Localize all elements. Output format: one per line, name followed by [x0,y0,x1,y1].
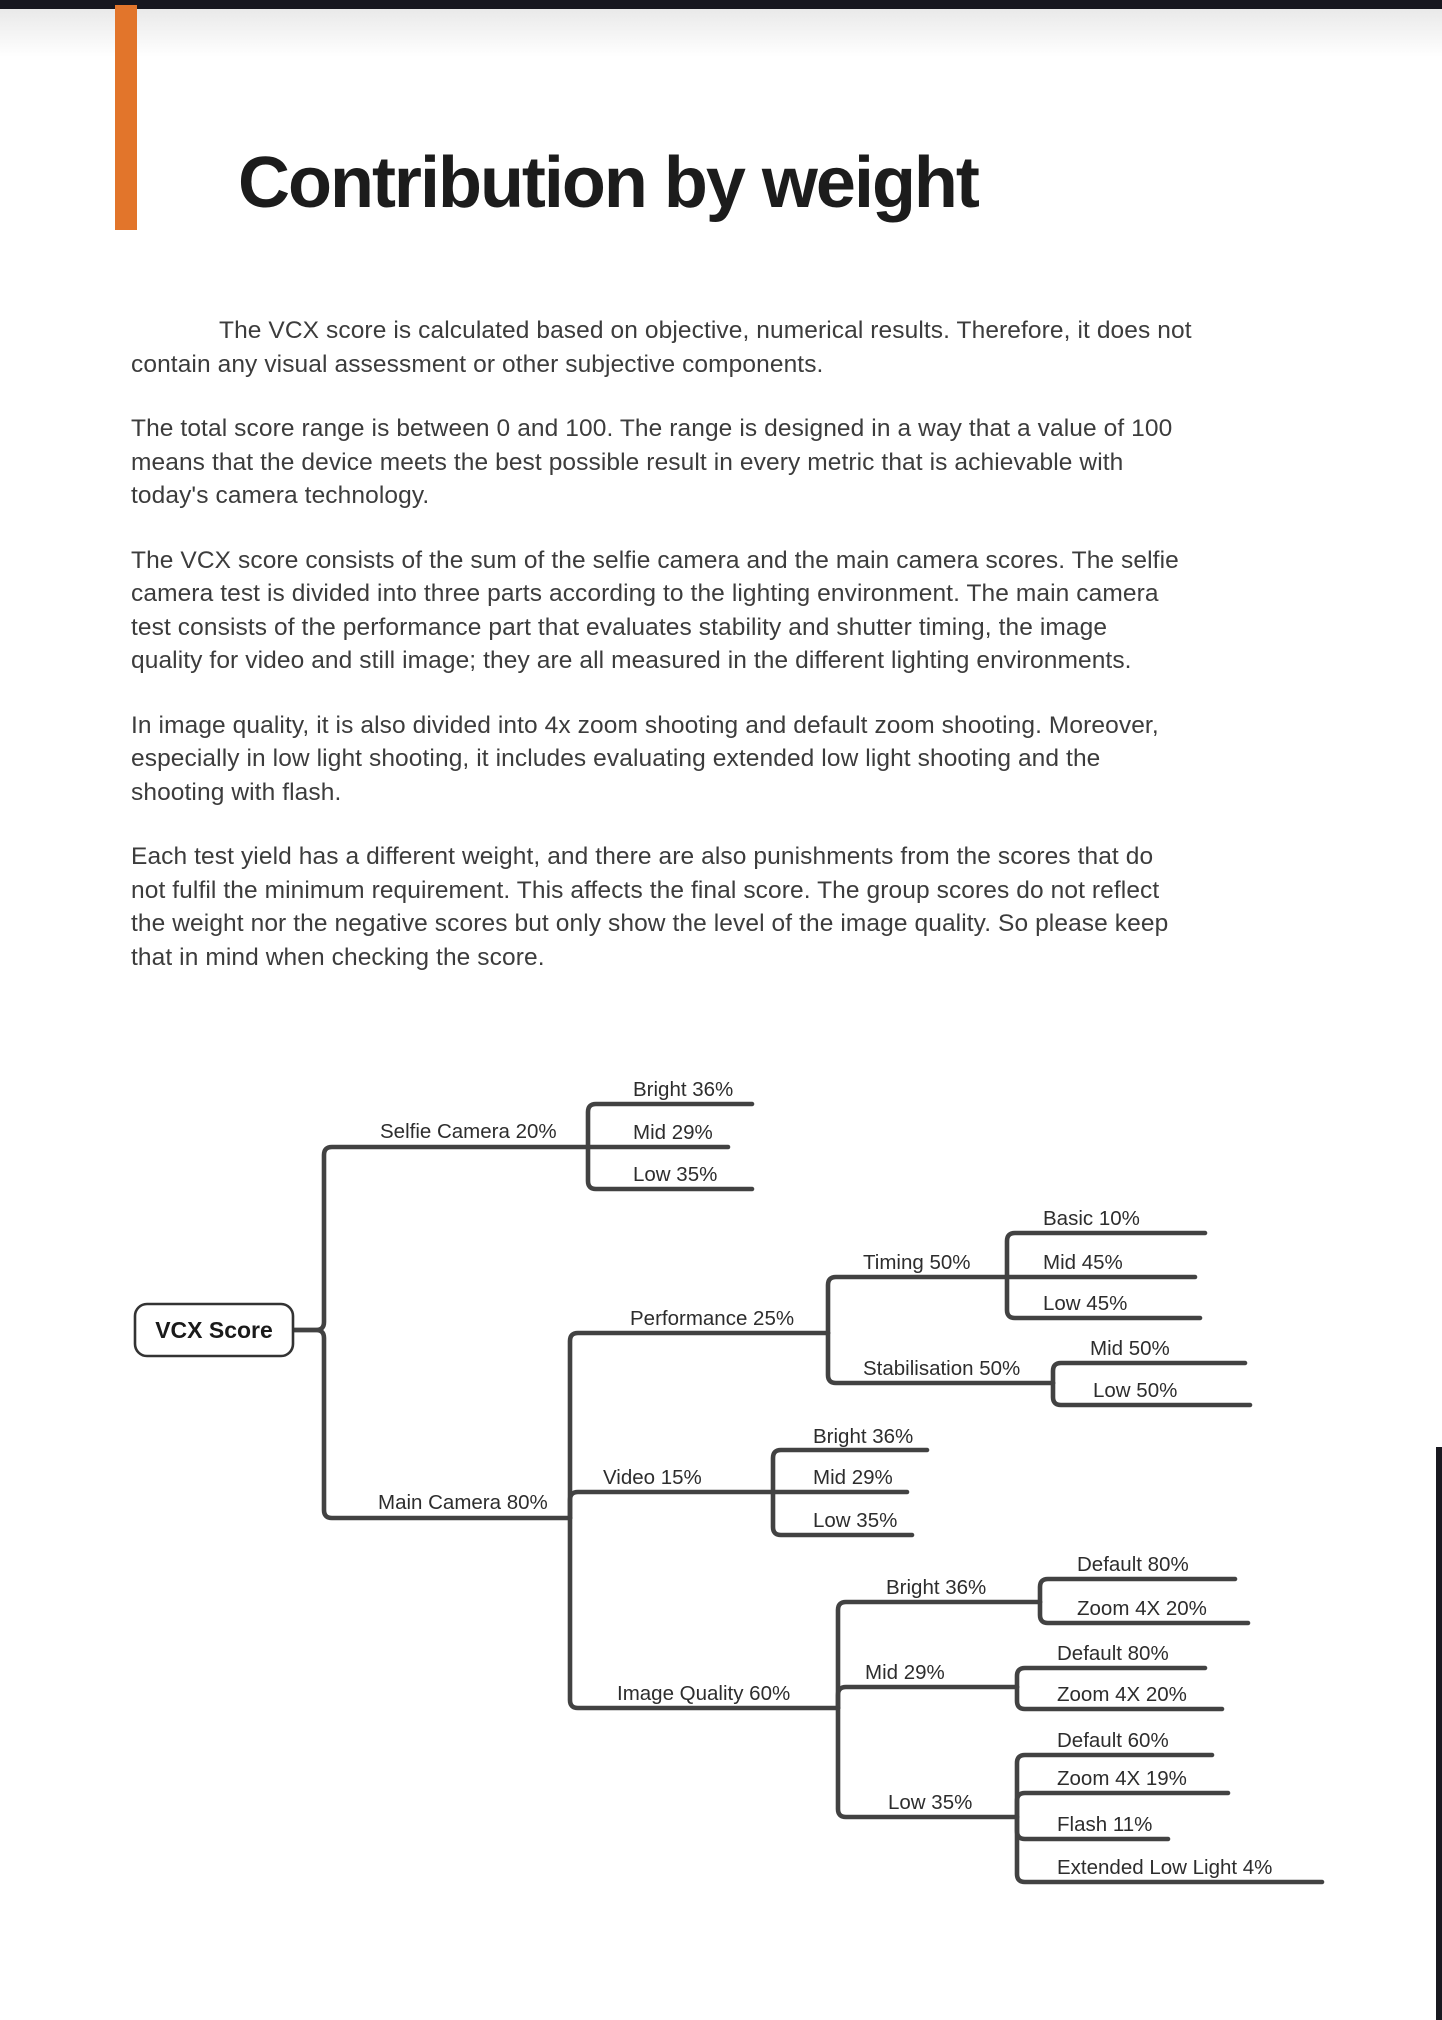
node-iq-low: Low 35% [888,1791,973,1814]
node-image-quality: Image Quality 60% [617,1682,791,1705]
node-iq-low-default: Default 60% [1057,1729,1169,1752]
branch-root-to-selfie [293,1147,588,1330]
text-line: The total score range is between 0 and 100. The range is designed in a way that a value of 100 [131,415,1173,442]
node-timing-basic: Basic 10% [1043,1207,1140,1230]
node-video-low: Low 35% [813,1509,898,1532]
node-video-mid: Mid 29% [813,1466,893,1489]
text-line: not fulfil the minimum requirement. This affects the final score. The group scores do not reflect [131,876,1160,904]
node-iq-mid: Mid 29% [865,1661,945,1684]
node-timing: Timing 50% [863,1251,971,1274]
text-line: today's camera technology. [131,482,430,509]
node-video: Video 15% [603,1466,702,1489]
text-line: the weight nor the negative scores but only show the level of the image quality. So please keep [131,910,1169,937]
text-line: Each test yield has a different weight, and there are also punishments from the scores that do [131,843,1154,870]
node-iq-low-zoom: Zoom 4X 19% [1057,1767,1187,1790]
branch-performance-timing [828,1277,1007,1333]
node-selfie-bright: Bright 36% [633,1078,734,1101]
text-line: The VCX score is calculated based on objective, numerical results. Therefore, it does not [219,317,1192,344]
node-iq-bright: Bright 36% [886,1576,987,1599]
text-line: The VCX score consists of the sum of the selfie camera and the main camera scores. The selfie [131,546,1179,574]
branch-root-to-main [293,1330,570,1518]
node-performance: Performance 25% [630,1307,795,1330]
node-selfie-low: Low 35% [633,1163,718,1186]
branch-main-image-quality [570,1518,838,1708]
text-line: that in mind when checking the score. [131,943,545,971]
branch-iq-bright [838,1602,1040,1708]
node-iq-mid-zoom: Zoom 4X 20% [1057,1683,1187,1706]
node-stabilisation: Stabilisation 50% [863,1357,1021,1380]
node-main-camera: Main Camera 80% [378,1491,548,1514]
text-line: especially in low light shooting, it includes evaluating extended low light shooting and the [131,745,1101,772]
text-line: means that the device meets the best possible result in every metric that is achievable with [131,448,1124,476]
branch-main-video [570,1492,773,1518]
node-iq-bright-zoom: Zoom 4X 20% [1077,1597,1207,1620]
node-selfie-mid: Mid 29% [633,1121,713,1144]
node-vcx-score: VCX Score [155,1317,273,1343]
text-line: quality for video and still image; they are all measured in the different lighting environments. [131,647,1132,674]
node-stabilisation-low: Low 50% [1093,1379,1178,1402]
text-line: test consists of the performance part that evaluates stability and shutter timing, the image [131,613,1108,641]
node-iq-low-ext: Extended Low Light 4% [1057,1856,1273,1879]
node-iq-bright-default: Default 80% [1077,1553,1189,1576]
text-line: contain any visual assessment or other subjective components. [131,350,824,378]
node-iq-low-flash: Flash 11% [1057,1813,1153,1836]
text-line: shooting with flash. [131,778,342,806]
node-selfie-camera: Selfie Camera 20% [380,1120,557,1143]
node-iq-mid-default: Default 80% [1057,1642,1169,1665]
node-stabilisation-mid: Mid 50% [1090,1337,1170,1360]
node-timing-low: Low 45% [1043,1292,1128,1315]
text-line: camera test is divided into three parts according to the lighting environment. The main camera [131,580,1159,607]
node-video-bright: Bright 36% [813,1425,914,1448]
branch-iq-mid [838,1687,1017,1708]
page-title: Contribution by weight [238,143,978,223]
text-line: In image quality, it is also divided into 4x zoom shooting and default zoom shooting. Moreover, [131,711,1159,739]
node-timing-mid: Mid 45% [1043,1251,1123,1274]
